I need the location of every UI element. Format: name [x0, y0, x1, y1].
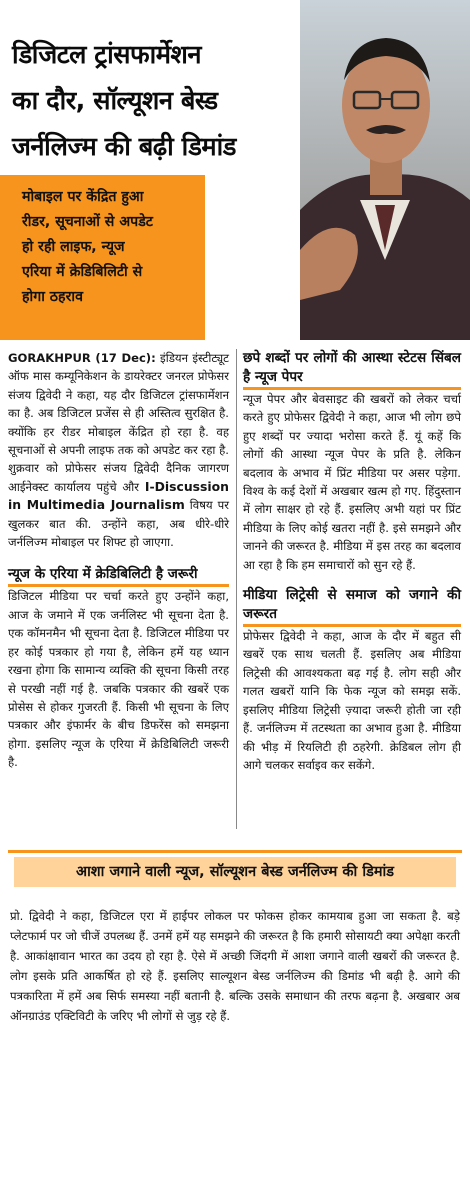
left-para-1: [8, 349, 229, 551]
right-subhead-1: छपे शब्दों पर लोगों की आस्था स्टेटस सिंबल है न्यूज पेपर: [243, 350, 461, 385]
deck-line-2: रीडर, सूचनाओं से अपडेट: [22, 214, 153, 230]
speaker-photo: [300, 0, 470, 340]
deck-text: [22, 185, 222, 310]
deck-line-1: मोबाइल पर केंद्रित हुआ: [22, 189, 144, 205]
column-divider: [236, 349, 237, 829]
headline-line-1: डिजिटल ट्रांसफार्मेशन: [12, 40, 201, 70]
discussion-title: I-Discussion in Multimedia Journalism: [8, 478, 230, 513]
headline-line-3: जर्नलिज्म की बढ़ी डिमांड: [12, 132, 236, 162]
deck-line-5: होगा ठहराव: [22, 289, 83, 305]
headline: [12, 32, 312, 170]
left-subhead: न्यूज के एरिया में क्रेडिबिलिटी है जरूरी: [8, 566, 198, 583]
left-column: [8, 349, 229, 772]
left-para-2: डिजिटल मीडिया पर चर्चा करते हुए उन्होंने कहा, आज के जमाने में एक जर्नलिस्ट भी सूचना देता है. एक कॉमनमैन भी सूचना देता है. डिजिटल मीडिया पर हर कोई पत्रकार हो गया है, लेकिन हमें यह ध्यान रखना होगा कि सामान्य व्यक्ति की सूचना किसी तरह से परखी नहीं गई है. जबकि पत्रकार की खबरें एक प्रोसेस से होकर गुजरती हैं. किसी भी सूचना के लिए पत्रकार और इंफार्मर के बीच डिफरेंस को समझना होगा. इसलिए न्यूज के एरिया में क्रेडिबिलिटी जरूरी है.: [8, 589, 229, 770]
deck-line-4: एरिया में क्रेडिबिलिटी से: [22, 264, 143, 280]
bottom-banner: आशा जगाने वाली न्यूज, सॉल्यूशन बेस्ड जर्नलिज्म की डिमांड: [14, 857, 456, 887]
right-para-2: प्रोफेसर द्विवेदी ने कहा, आज के दौर में बहुत सी खबरें एक साथ चलती हैं. इसलिए अब मीडिया लिट्रेसी की आवश्यकता बढ़ गई है. लोग सही और गलत खबरों यानि कि फेक न्यूज को समझ सकें. इसलिए मीडिया लिट्रेसी ज़्यादा जरूरी होती जा रही हैं. जर्नलिज्म में तटस्थता का अभाव हुआ है. मीडिया की भीड़ में रियलिटी ही ठहरेगी. क्रेडिबल लोग ही आगे चलकर सर्वाइव कर सकेंगे.: [243, 629, 461, 772]
dateline: GORAKHPUR (17 Dec):: [8, 351, 156, 365]
speaker-portrait-image: [300, 0, 470, 340]
right-para-1: न्यूज पेपर और बेवसाइट की खबरों को लेकर चर्चा करते हुए प्रोफेसर द्विवेदी ने कहा, आज भी लोग छपे हुए शब्दों पर ज्यादा भरोसा करते हैं. यूं कहें कि लोगों की आस्था न्यूज पेपर के प्रति है. लेकिन बदलाव के अभाव में प्रिंट मीडिया पर असर पड़ेगा. विश्व के कई देशों में अखबार खत्म हो गए. हिंदुस्तान में लोग साक्षर हो रहे हैं. इसलिए अभी यहां पर प्रिंट मीडिया के लिए कोई खतरा नहीं है. इसे समझने और जानने की जरूरत है. मीडिया में इस तरह का बदलाव आ रहा है कि हम समाचारों को सुन रहे हैं.: [243, 392, 461, 572]
right-column: [243, 349, 461, 774]
right-subhead-2: मीडिया लिट्रेसी से समाज को जगाने की जरूरत: [243, 587, 461, 623]
left-para-1-end: विषय पर खुलकर बात की. उन्होंने कहा, अब धीरे-धीरे जर्नलिज्म मोबाइल पर शिफ्ट हो जाएगा.: [8, 498, 230, 550]
headline-line-2: का दौर, सॉल्यूशन बेस्ड: [12, 86, 218, 116]
bottom-text: प्रो. द्विवेदी ने कहा, डिजिटल एरा में हाईपर लोकल पर फोकस होकर कामयाब हुआ जा सकता है. बड़े प्लेटफार्म पर जो चीजें उपलब्ध हैं. उनमें हमें यह समझने की जरूरत है कि हमारी सोसायटी क्या अपेक्षा करती है. आकांक्षावान भारत का उदय हो रहा है. ऐसे में अच्छी जिंदगी में आशा जगाने वाली खबरों की जरूरत है. लोग इसके प्रति आकर्षित हो रहे हैं. इसलिए साल्यूशन बेस्ड जर्नलिज्म की डिमांड भी बढ़ी है. आगे की पत्रकारिता में हमें अब सिर्फ समस्या नहीं बतानी है. बल्कि उसके समाधान की तरफ बढ़ना है. अखबार अब ऑनग्राउंड एक्टिविटी के जरिए भी लोगों से जुड़ रहे हैं.: [10, 908, 460, 1023]
deck-line-3: हो रही लाइफ, न्यूज: [22, 239, 125, 255]
left-para-1-text: इंडियन इंस्टीट्यूट ऑफ मास कम्यूनिकेशन के डायरेक्टर जनरल प्रोफेसर संजय द्विवेदी ने कहा, यह दौर डिजिटल ट्रांसफार्मेशन का है. अब डिजिटल प्रजेंस से ही अस्तित्व सुरक्षित है. क्योंकि हर रीडर मोबाइल केंद्रित हो रहा है. वह सूचनाओं से अपनी लाइफ तक को अपडेट कर रहा है. शुक्रवार को प्रोफेसर संजय द्विवेदी दैनिक जागरण आईनेक्स्ट कार्यालय पहुंचे और: [8, 351, 229, 494]
